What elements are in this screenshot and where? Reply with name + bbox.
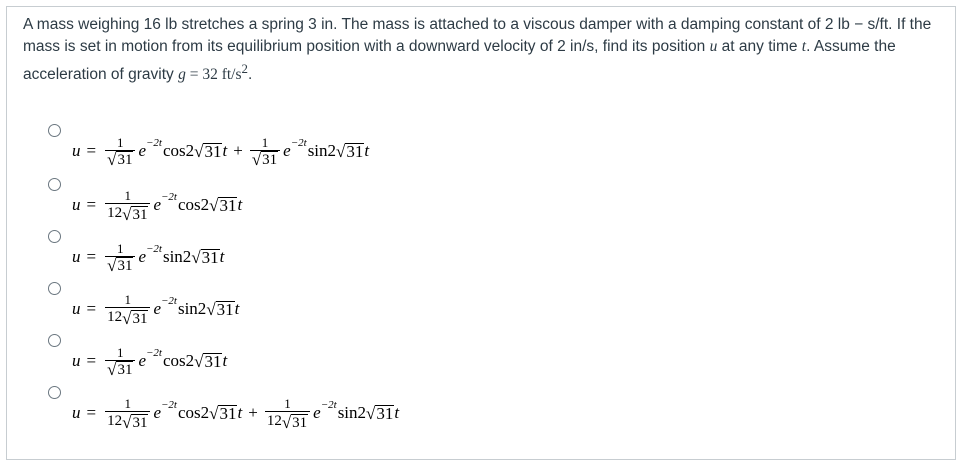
u-symbol: u <box>72 351 81 370</box>
sqrt-31 <box>366 405 394 422</box>
sqrt-sign: √ <box>366 403 376 423</box>
e-symbol: e <box>153 403 161 422</box>
radicand: 31 <box>219 403 237 423</box>
equals-sign: = <box>86 351 97 370</box>
sqrt-sign: √ <box>191 247 201 267</box>
exponent: −2t <box>320 399 337 411</box>
sqrt-sign: √ <box>107 359 117 379</box>
sqrt-31 <box>122 206 148 223</box>
var-g: g <box>178 66 186 84</box>
denominator <box>250 151 280 168</box>
sqrt-31 <box>191 249 219 266</box>
equals-sign: = <box>86 403 97 422</box>
radicand: 31 <box>216 299 234 319</box>
sqrt-sign: √ <box>251 149 262 169</box>
denominator <box>105 308 150 327</box>
exponent: −2t <box>290 137 307 149</box>
sqrt-sign: √ <box>122 412 132 432</box>
t-symbol: t <box>237 195 243 214</box>
t-symbol: t <box>222 141 228 160</box>
fraction <box>105 396 150 431</box>
radicand: 31 <box>132 310 148 327</box>
denominator <box>105 257 135 274</box>
sqrt-sign: √ <box>122 308 132 328</box>
equals-sign: = <box>86 141 97 160</box>
exponent: −2t <box>160 191 177 203</box>
numerator: 1 <box>124 187 132 203</box>
sqrt-31 <box>107 257 133 274</box>
option-1-equation <box>72 124 369 178</box>
equals-sign: = <box>86 195 97 214</box>
question-line-3-end: . <box>247 66 253 84</box>
question-line-2-text-a: mass is set in motion from its equilibrium position with a downward velocity of 2 in/s, find its position <box>23 38 710 55</box>
equals-sign: = <box>86 247 97 266</box>
radicand: 31 <box>262 151 278 168</box>
t-symbol: t <box>364 141 370 160</box>
sqrt-31 <box>194 353 222 370</box>
sqrt-31 <box>122 310 148 327</box>
numerator: 1 <box>117 240 124 256</box>
sqrt-sign: √ <box>194 351 204 371</box>
sqrt-31 <box>107 361 133 378</box>
fraction <box>105 345 135 378</box>
denominator <box>265 412 310 431</box>
option-2-equation <box>72 178 242 232</box>
radio-button[interactable] <box>48 386 61 399</box>
sqrt-sign: √ <box>206 299 216 319</box>
coefficient-12: 12 <box>266 412 282 429</box>
sqrt-sign: √ <box>281 412 292 432</box>
fraction <box>105 241 135 274</box>
sqrt-sign: √ <box>107 149 117 169</box>
exponent: −2t <box>145 243 162 255</box>
radicand: 31 <box>292 414 308 431</box>
numerator: 1 <box>124 395 132 411</box>
u-symbol: u <box>72 247 81 266</box>
question-line-1-text: A mass weighing 16 lb stretches a spring 3 in. The mass is attached to a viscous damper with a damping constant of 2 lb − s/ft. If the <box>23 16 932 33</box>
sqrt-31 <box>336 143 364 160</box>
sqrt-31 <box>194 143 222 160</box>
numerator: 1 <box>261 134 269 150</box>
fraction <box>265 396 310 431</box>
e-symbol: e <box>138 351 146 370</box>
question-line-2-text-b: at any time <box>717 38 802 55</box>
equals-sign: = <box>86 299 97 318</box>
denominator <box>105 361 135 378</box>
question-line-3-text-a: acceleration of gravity <box>23 66 179 84</box>
question-line-3 <box>23 58 938 86</box>
exponent: −2t <box>160 295 177 307</box>
e-symbol: e <box>153 299 161 318</box>
radicand: 31 <box>117 151 133 168</box>
sin-term: sin2 <box>177 299 207 318</box>
sqrt-31 <box>206 301 234 318</box>
sqrt-31 <box>209 405 237 422</box>
radio-button[interactable] <box>48 178 61 191</box>
u-symbol: u <box>72 403 81 422</box>
radicand: 31 <box>204 141 222 161</box>
coefficient-12: 12 <box>107 412 123 429</box>
radio-button[interactable] <box>48 282 61 295</box>
option-5-equation <box>72 334 227 388</box>
option-6-equation <box>72 386 399 440</box>
denominator <box>105 151 135 168</box>
sqrt-sign: √ <box>336 141 346 161</box>
radicand: 31 <box>201 247 219 267</box>
t-symbol: t <box>234 299 240 318</box>
coefficient-12: 12 <box>107 204 123 221</box>
u-symbol: u <box>72 299 81 318</box>
var-u: u <box>709 38 718 55</box>
numerator: 1 <box>284 395 291 411</box>
question-line-1 <box>23 14 938 36</box>
e-symbol: e <box>138 247 146 266</box>
e-symbol: e <box>153 195 161 214</box>
exponent: −2t <box>145 137 162 149</box>
numerator: 1 <box>117 134 124 150</box>
sqrt-31 <box>252 151 278 168</box>
radicand: 31 <box>132 414 148 431</box>
radicand: 31 <box>346 141 364 161</box>
sqrt-31 <box>209 197 237 214</box>
radicand: 31 <box>376 403 394 423</box>
sqrt-sign: √ <box>107 255 117 275</box>
cos-term: cos2 <box>177 403 210 422</box>
sqrt-sign: √ <box>209 403 219 423</box>
plus-sign: + <box>248 403 258 422</box>
cos-term: cos2 <box>162 141 195 160</box>
radicand: 31 <box>117 361 133 378</box>
sin-term: sin2 <box>337 403 367 422</box>
sqrt-sign: √ <box>194 141 204 161</box>
numerator: 1 <box>117 344 124 360</box>
radio-button[interactable] <box>48 334 61 347</box>
denominator <box>105 204 150 223</box>
cos-term: cos2 <box>162 351 195 370</box>
sqrt-sign: √ <box>209 195 219 215</box>
exponent: −2t <box>160 399 177 411</box>
sqrt-sign: √ <box>122 204 132 224</box>
option-4-equation <box>72 282 239 336</box>
sin-term: sin2 <box>307 141 337 160</box>
option-3-equation <box>72 230 224 284</box>
sin-term: sin2 <box>162 247 192 266</box>
gravity-exponent: 2 <box>241 61 248 76</box>
var-t: t <box>801 38 807 55</box>
t-symbol: t <box>394 403 400 422</box>
t-symbol: t <box>237 403 243 422</box>
fraction <box>105 135 135 168</box>
fraction <box>105 292 150 327</box>
cos-term: cos2 <box>177 195 210 214</box>
plus-sign: + <box>233 141 243 160</box>
question-line-2-text-c: . Assume the <box>806 38 896 55</box>
denominator <box>105 412 150 431</box>
question-text <box>23 14 938 86</box>
question-line-2 <box>23 36 938 58</box>
e-symbol: e <box>283 141 291 160</box>
numerator: 1 <box>124 291 132 307</box>
sqrt-31 <box>282 414 308 431</box>
u-symbol: u <box>72 141 81 160</box>
e-symbol: e <box>313 403 321 422</box>
gravity-value: = 32 ft/s <box>185 66 242 84</box>
radicand: 31 <box>132 206 148 223</box>
coefficient-12: 12 <box>107 308 123 325</box>
radicand: 31 <box>204 351 222 371</box>
sqrt-31 <box>122 414 148 431</box>
exponent: −2t <box>145 347 162 359</box>
t-symbol: t <box>222 351 228 370</box>
fraction <box>105 188 150 223</box>
radio-button[interactable] <box>48 230 61 243</box>
sqrt-31 <box>107 151 133 168</box>
u-symbol: u <box>72 195 81 214</box>
radicand: 31 <box>219 195 237 215</box>
radio-button[interactable] <box>48 124 61 137</box>
e-symbol: e <box>138 141 146 160</box>
fraction <box>250 135 280 168</box>
t-symbol: t <box>219 247 225 266</box>
radicand: 31 <box>117 257 133 274</box>
